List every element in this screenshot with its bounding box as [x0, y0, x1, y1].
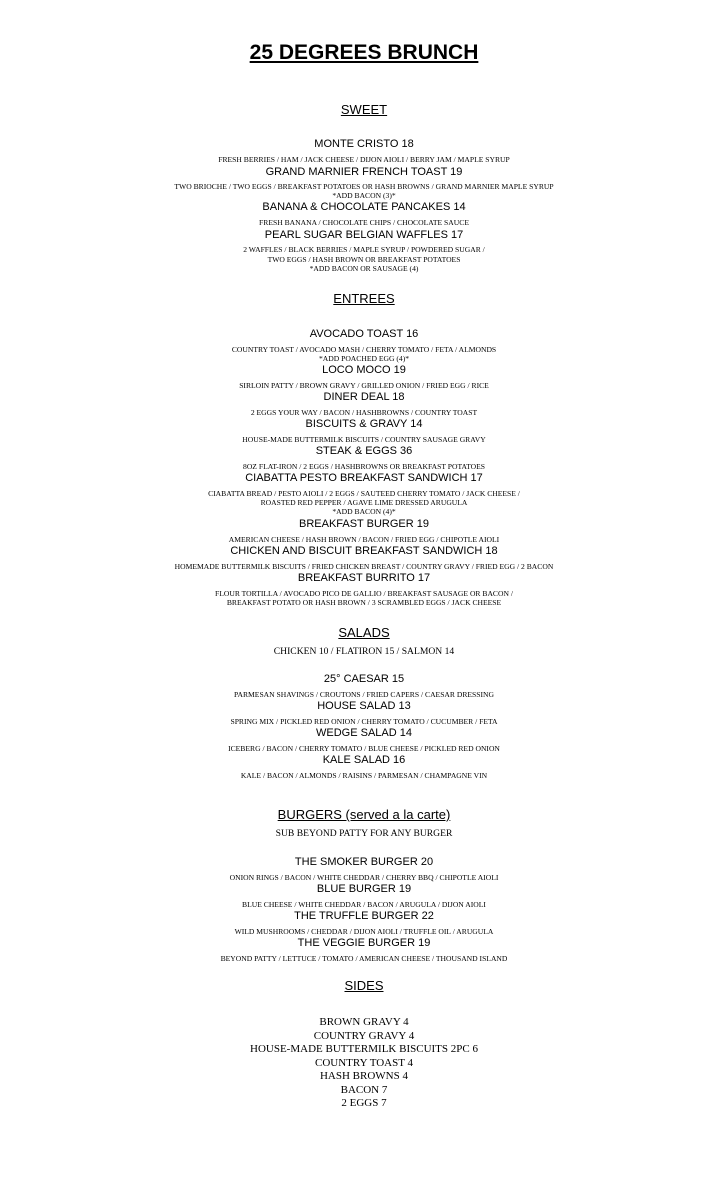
menu-item-name: THE TRUFFLE BURGER 22: [294, 910, 434, 922]
menu-item-description: KALE / BACON / ALMONDS / RAISINS / PARMESAN / CHAMPAGNE VIN: [240, 771, 488, 780]
menu-item-addon-note: *ADD BACON OR SAUSAGE (4): [309, 264, 419, 273]
menu-item-description: PARMESAN SHAVINGS / CROUTONS / FRIED CAPERS / CAESAR DRESSING: [233, 690, 494, 699]
menu-item-description: FRESH BERRIES / HAM / JACK CHEESE / DIJON AIOLI / BERRY JAM / MAPLE SYRUP: [218, 155, 510, 164]
menu-item-description: TWO BRIOCHE / TWO EGGS / BREAKFAST POTATOES OR HASH BROWNS / GRAND MARNIER MAPLE SYRUP: [174, 182, 554, 191]
menu-item-name: THE SMOKER BURGER 20: [294, 856, 434, 868]
section-heading-salads: SALADS: [338, 625, 390, 640]
menu-item-name: MONTE CRISTO 18: [314, 138, 414, 150]
menu-item-description: CIABATTA BREAD / PESTO AIOLI / 2 EGGS / SAUTEED CHERRY TOMATO / JACK CHEESE /: [208, 489, 520, 498]
menu-item-description: ICEBERG / BACON / CHERRY TOMATO / BLUE CHEESE / PICKLED RED ONION: [228, 744, 500, 753]
section-heading-entrees: ENTREES: [333, 291, 395, 306]
menu-item-name: BREAKFAST BURGER 19: [298, 518, 429, 530]
menu-item-description: 8OZ FLAT-IRON / 2 EGGS / HASHBROWNS OR BREAKFAST POTATOES: [243, 462, 485, 471]
menu-item-name: STEAK & EGGS 36: [315, 445, 413, 457]
menu-item-description: FRESH BANANA / CHOCOLATE CHIPS / CHOCOLATE SAUCE: [259, 218, 469, 227]
menu-item-description: SIRLOIN PATTY / BROWN GRAVY / GRILLED ONION / FRIED EGG / RICE: [239, 381, 489, 390]
side-item: BROWN GRAVY 4: [319, 1016, 409, 1028]
menu-item-description: 2 WAFFLES / BLACK BERRIES / MAPLE SYRUP / POWDERED SUGAR /: [243, 245, 485, 254]
menu-item-description: TWO EGGS / HASH BROWN OR BREAKFAST POTATOES: [267, 255, 461, 264]
menu-item-name: CIABATTA PESTO BREAKFAST SANDWICH 17: [245, 472, 483, 484]
menu-item-description: HOUSE-MADE BUTTERMILK BISCUITS / COUNTRY SAUSAGE GRAVY: [242, 435, 486, 444]
menu-item-description: BEYOND PATTY / LETTUCE / TOMATO / AMERICAN CHEESE / THOUSAND ISLAND: [220, 954, 508, 963]
side-item: BACON 7: [340, 1084, 388, 1096]
side-item: 2 EGGS 7: [341, 1097, 387, 1109]
menu-item-name: THE VEGGIE BURGER 19: [297, 937, 431, 949]
menu-item-description: AMERICAN CHEESE / HASH BROWN / BACON / FRIED EGG / CHIPOTLE AIOLI: [228, 535, 500, 544]
menu-item-name: BLUE BURGER 19: [316, 883, 412, 895]
menu-item-description: SPRING MIX / PICKLED RED ONION / CHERRY TOMATO / CUCUMBER / FETA: [230, 717, 498, 726]
menu-item-name: BREAKFAST BURRITO 17: [297, 572, 431, 584]
menu-item-description: ONION RINGS / BACON / WHITE CHEDDAR / CHERRY BBQ / CHIPOTLE AIOLI: [229, 873, 499, 882]
side-item: COUNTRY GRAVY 4: [313, 1030, 415, 1042]
menu-item-name: AVOCADO TOAST 16: [309, 328, 419, 340]
burger-substitution-note: SUB BEYOND PATTY FOR ANY BURGER: [275, 828, 453, 839]
menu-item-addon-note: *ADD BACON (4)*: [332, 507, 396, 516]
side-item: COUNTRY TOAST 4: [314, 1057, 413, 1069]
section-heading-sweet: SWEET: [340, 102, 388, 117]
menu-item-addon-note: *ADD BACON (3)*: [332, 191, 396, 200]
menu-item-name: DINER DEAL 18: [323, 391, 405, 403]
menu-item-name: HOUSE SALAD 13: [317, 700, 411, 712]
menu-title: 25 DEGREES BRUNCH: [249, 41, 479, 64]
section-heading-burgers: BURGERS (served a la carte): [277, 807, 451, 822]
side-item: HOUSE-MADE BUTTERMILK BISCUITS 2PC 6: [250, 1043, 478, 1055]
menu-item-description: COUNTRY TOAST / AVOCADO MASH / CHERRY TOMATO / FETA / ALMONDS: [231, 345, 497, 354]
menu-item-name: CHICKEN AND BISCUIT BREAKFAST SANDWICH 18: [230, 545, 498, 557]
menu-item-description: HOMEMADE BUTTERMILK BISCUITS / FRIED CHICKEN BREAST / COUNTRY GRAVY / FRIED EGG / 2 BACON: [174, 562, 554, 571]
menu-item-name: PEARL SUGAR BELGIAN WAFFLES 17: [264, 229, 464, 241]
menu-item-description: FLOUR TORTILLA / AVOCADO PICO DE GALLIO / BREAKFAST SAUSAGE OR BACON /: [215, 589, 513, 598]
menu-item-name: KALE SALAD 16: [322, 754, 406, 766]
menu-item-name: GRAND MARNIER FRENCH TOAST 19: [265, 166, 463, 178]
menu-item-name: BANANA & CHOCOLATE PANCAKES 14: [262, 201, 466, 213]
menu-item-name: BISCUITS & GRAVY 14: [305, 418, 423, 430]
section-heading-sides: SIDES: [344, 978, 384, 993]
menu-item-description: ROASTED RED PEPPER / AGAVE LIME DRESSED ARUGULA: [260, 498, 468, 507]
menu-item-name: WEDGE SALAD 14: [316, 727, 412, 739]
menu-item-description: WILD MUSHROOMS / CHEDDAR / DIJON AIOLI / TRUFFLE OIL / ARUGULA: [234, 927, 494, 936]
menu-item-description: 2 EGGS YOUR WAY / BACON / HASHBROWNS / COUNTRY TOAST: [250, 408, 478, 417]
side-item: HASH BROWNS 4: [319, 1070, 408, 1082]
menu-item-description: BREAKFAST POTATO OR HASH BROWN / 3 SCRAMBLED EGGS / JACK CHEESE: [226, 598, 502, 607]
menu-item-description: BLUE CHEESE / WHITE CHEDDAR / BACON / ARUGULA / DIJON AIOLI: [242, 900, 486, 909]
menu-item-name: 25° CAESAR 15: [323, 673, 405, 685]
menu-item-addon-note: *ADD POACHED EGG (4)*: [318, 354, 410, 363]
salad-protein-addons: CHICKEN 10 / FLATIRON 15 / SALMON 14: [273, 646, 455, 657]
menu-item-name: LOCO MOCO 19: [322, 364, 406, 376]
